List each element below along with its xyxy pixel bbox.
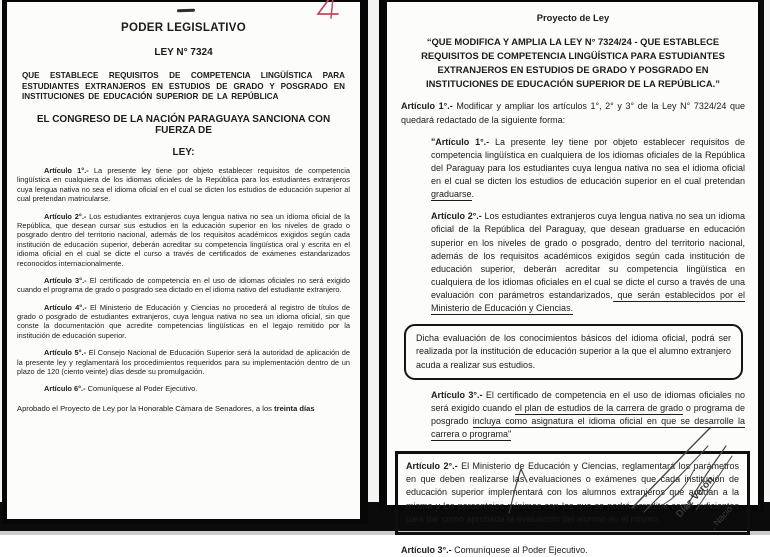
bill-title: “QUE MODIFICA Y AMPLIA LA LEY N° 7324/24 - QUE ESTABLECE REQUISITOS DE COMPETENCIA LINGÜÍSTICA PARA ESTUDIANTES EXTRANJEROS EN ESTUDIOS DE GRADO Y POSGRADO EN INSTITUCIONES DE EDUCACIÓN SUPERIOR DE LA REPÚBLICA.”	[421, 36, 725, 90]
left-page	[2, 0, 368, 524]
quoted-article-3: Artículo 3°.- El certificado de competencia en el uso de idiomas oficiales no será exigido cuando el plan de estudios de la carrera de grado o programa de posgrado incluya como asignatura el idioma oficial en que se desarrolle la carrera o programa"	[431, 389, 746, 440]
approval-line: Aprobado el Proyecto de Ley por la Honorable Cámara de Senadores, a los treinta días	[17, 403, 315, 413]
article-paragraph: Artículo 5°.- El Consejo Nacional de Educación Superior será la autoridad de aplicación de la presente ley y reglamentará los procedimientos requeridos para su implementación dentro de un plazo de 120 (ciento veinte) días desde su promulgación.	[17, 348, 351, 377]
signature-subtext: . Nacio	[708, 503, 735, 532]
highlight-box-rounded	[404, 324, 743, 379]
law-number: LEY N° 7324	[154, 47, 213, 58]
quoted-articles-block	[431, 136, 745, 316]
final-article: Artículo 3°.- Comuníquese al Poder Ejecutivo.	[401, 544, 588, 555]
quoted-article-2: Artículo 2°.- Los estudiantes extranjeros cuya lengua nativa no sea un idioma oficial de la República del Paraguay, que desean graduarse en educación superior en los niveles de grado o posgrado, dentro del territorio nacional, además de los requisitos académicos exigidos según cada institución de educación superior, deberán acreditar su competencia lingüística en cualquiera de los idiomas oficiales en el cual se dicte el curso a través de una evaluación con parámetros estandarizados, que serán establecidos por el Ministerio de Educación y Ciencias.	[431, 211, 746, 314]
bill-intro-paragraph: Artículo 1°.- Modificar y ampliar los artículos 1°, 2° y 3° de la Ley N° 7324/24 que quedará redactado de la siguiente forma:	[401, 101, 745, 125]
article-paragraph: Artículo 1°.- La presente ley tiene por objeto establecer requisitos de competencia lingüística en cualquiera de los idiomas oficiales de la República para los estudiantes extranjeros cuya lengua nativa no sea el idioma oficial en el cual se dicten los estudios de educación superior al cual pretendan matricularse.	[17, 166, 350, 204]
page-title: PODER LEGISLATIVO	[120, 22, 246, 34]
pen-stroke-icon	[505, 468, 531, 514]
article-paragraph: Artículo 4°.- El Ministerio de Educación y Ciencias no procederá al registro de títulos de grado o posgrado de estudiantes extranjeros, cuya lengua nativa no sea un idioma oficial, sin que conste la documentación que acredite competencias lingüísticas en el legajo remitido por la institución de educación superior.	[17, 302, 350, 340]
bill-header: Proyecto de Ley	[536, 12, 610, 23]
signature-name: Díaz Verón	[674, 474, 717, 521]
signature-scribble-icon	[628, 412, 770, 534]
article-paragraph: Artículo 6°.- Comuníquese al Poder Ejecutivo.	[44, 384, 198, 394]
law-subject: QUE ESTABLECE REQUISITOS DE COMPETENCIA LINGÜÍSTICA PARA ESTUDIANTES EXTRANJEROS EN ESTUDIOS DE GRADO Y POSGRADO EN INSTITUCIONES DE EDUCACIÓN SUPERIOR DE LA REPÚBLICA	[22, 71, 345, 102]
square-box-text: Artículo 2°.- El Ministerio de Educación y Ciencias, reglamentará los parámetros en que deben realizarse las evaluaciones o exámenes que cada institución de educación superior implementará con los alumnos extranjeros que acudan a la misma y los porcentajes mínimos con los que se podrá acreditar como suficientes para dar como aprobada la evaluación del alumno en el mismo.	[406, 461, 740, 524]
red-annotation-mark-icon	[314, 0, 344, 20]
rounded-box-text: Dicha evaluación de los conocimientos básicos del idioma oficial, podrá ser realizada por la institución de educación superior a la que el alumno extranjero acuda a realizar sus estudios.	[416, 333, 731, 370]
quoted-article-1: "Artículo 1°.- La presente ley tiene por objeto establecer requisitos de competencia lingüística en cualquiera de los idiomas oficiales de la República del Paraguay para los estudiantes cuya lengua nativa no sea el idioma oficial en el cual se dicten los estudios de educación superior en el cual pretendan graduarse.	[431, 136, 745, 200]
article-paragraph: Artículo 3°.- El certificado de competencia en el uso de idiomas oficiales no será exigido cuando el programa de grado o posgrado sea dictado en el idioma nativo del estudiante extranjero.	[17, 275, 350, 295]
enacting-formula: EL CONGRESO DE LA NACIÓN PARAGUAYA SANCIONA CON FUERZA DE	[36, 114, 331, 137]
enacting-formula-ley: LEY:	[172, 147, 195, 159]
article-paragraph: Artículo 2°.- Los estudiantes extranjeros cuya lengua nativa no sea un idioma oficial de la República, que desean cursar sus estudios en la educación superior en los niveles de grado o posgrado dentro del territorio nacional, además de los requisitos académicos exigidos según cada institución de educación superior, deberán acreditar su competencia lingüística oral y escrita en el idioma oficial en el cual se dicte el curso a través de certificados de exámenes estandarizados reconocidos internacionalmente.	[17, 211, 350, 268]
scan-smudge	[177, 9, 195, 13]
